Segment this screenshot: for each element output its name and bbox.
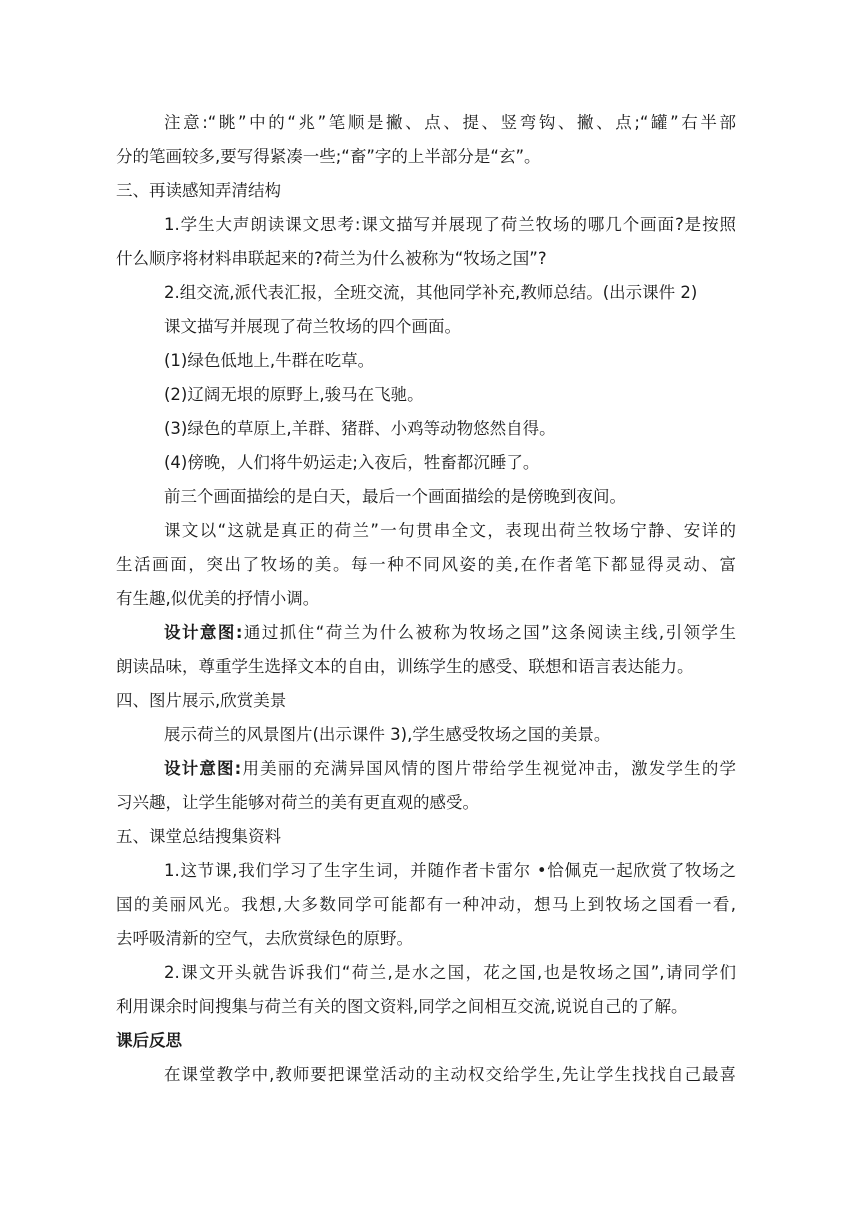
scene-4: (4)傍晚，人们将牛奶运走;入夜后，牲畜都沉睡了。	[164, 453, 540, 472]
exchange-paragraph: 2.组交流,派代表汇报，全班交流，其他同学补充,教师总结。(出示课件 2)	[164, 283, 698, 302]
four-scenes-intro: 课文描写并展现了荷兰牧场的四个画面。	[164, 317, 461, 336]
summary-p1-line-2: 国的美丽风光。我想,大多数同学可能都有一种冲动，想马上到牧场之国看一看,	[116, 895, 736, 914]
reflection-line-1: 在课堂教学中,教师要把课堂活动的主动权交给学生,先让学生找找自己最喜	[164, 1065, 736, 1084]
design-intent-4-line-1	[116, 752, 736, 786]
section-5-heading: 五、课堂总结搜集资料	[116, 827, 281, 846]
summary-line-2: 生活画面，突出了牧场的美。每一种不同风姿的美,在作者笔下都显得灵动、富	[116, 555, 736, 574]
section-3-heading: 三、再读感知弄清结构	[116, 181, 281, 200]
design-intent-label: 设计意图:	[164, 623, 243, 642]
design-intent-4-line-2: 习兴趣，让学生能够对荷兰的美有更直观的感受。	[116, 793, 479, 812]
note-line-1: 注意:“眺”中的“兆”笔顺是撇、点、提、竖弯钩、撇、点;“罐”右半部	[164, 113, 736, 132]
design-intent-3-line-2: 朗读品味，尊重学生选择文本的自由，训练学生的感受、联想和语言表达能力。	[116, 657, 694, 676]
scene-3: (3)绿色的草原上,羊群、猪群、小鸡等动物悠然自得。	[164, 419, 556, 438]
note-line-2: 分的笔画较多,要写得紧凑一些;“畜”字的上半部分是“玄”。	[116, 147, 541, 166]
summary-p1-line-1: 1.这节课,我们学习了生字生词，并随作者卡雷尔 •恰佩克一起欣赏了牧场之	[164, 861, 736, 880]
question-line-1: 1.学生大声朗读课文思考:课文描写并展现了荷兰牧场的哪几个画面?是按照	[164, 215, 736, 234]
section-4-heading: 四、图片展示,欣赏美景	[116, 691, 287, 710]
summary-p2-line-2: 利用课余时间搜集与荷兰有关的图文资料,同学之间相互交流,说说自己的了解。	[116, 997, 688, 1016]
show-pictures: 展示荷兰的风景图片(出示课件 3),学生感受牧场之国的美景。	[164, 725, 611, 744]
document-page	[116, 106, 736, 1092]
summary-p2-line-1: 2.课文开头就告诉我们“荷兰,是水之国，花之国,也是牧场之国”,请同学们	[164, 963, 736, 982]
design-intent-text: 用美丽的充满异国风情的图片带给学生视觉冲击，激发学生的学	[241, 759, 736, 778]
design-intent-text: 通过抓住“荷兰为什么被称为牧场之国”这条阅读主线,引领学生	[242, 623, 737, 642]
scene-1: (1)绿色低地上,牛群在吃草。	[164, 351, 375, 370]
design-intent-3-line-1	[116, 616, 736, 650]
summary-line-3: 有生趣,似优美的抒情小调。	[116, 589, 320, 608]
reflection-heading: 课后反思	[116, 1031, 182, 1050]
scene-2: (2)辽阔无垠的原野上,骏马在飞驰。	[164, 385, 424, 404]
design-intent-label: 设计意图:	[164, 759, 242, 778]
day-night-sentence: 前三个画面描绘的是白天，最后一个画面描绘的是傍晚到夜间。	[164, 487, 626, 506]
summary-p1-line-3: 去呼吸清新的空气，去欣赏绿色的原野。	[116, 929, 413, 948]
summary-line-1: 课文以“这就是真正的荷兰”一句贯串全文，表现出荷兰牧场宁静、安详的	[164, 521, 736, 540]
question-line-2: 什么顺序将材料串联起来的?荷兰为什么被称为“牧场之国”?	[116, 249, 547, 268]
